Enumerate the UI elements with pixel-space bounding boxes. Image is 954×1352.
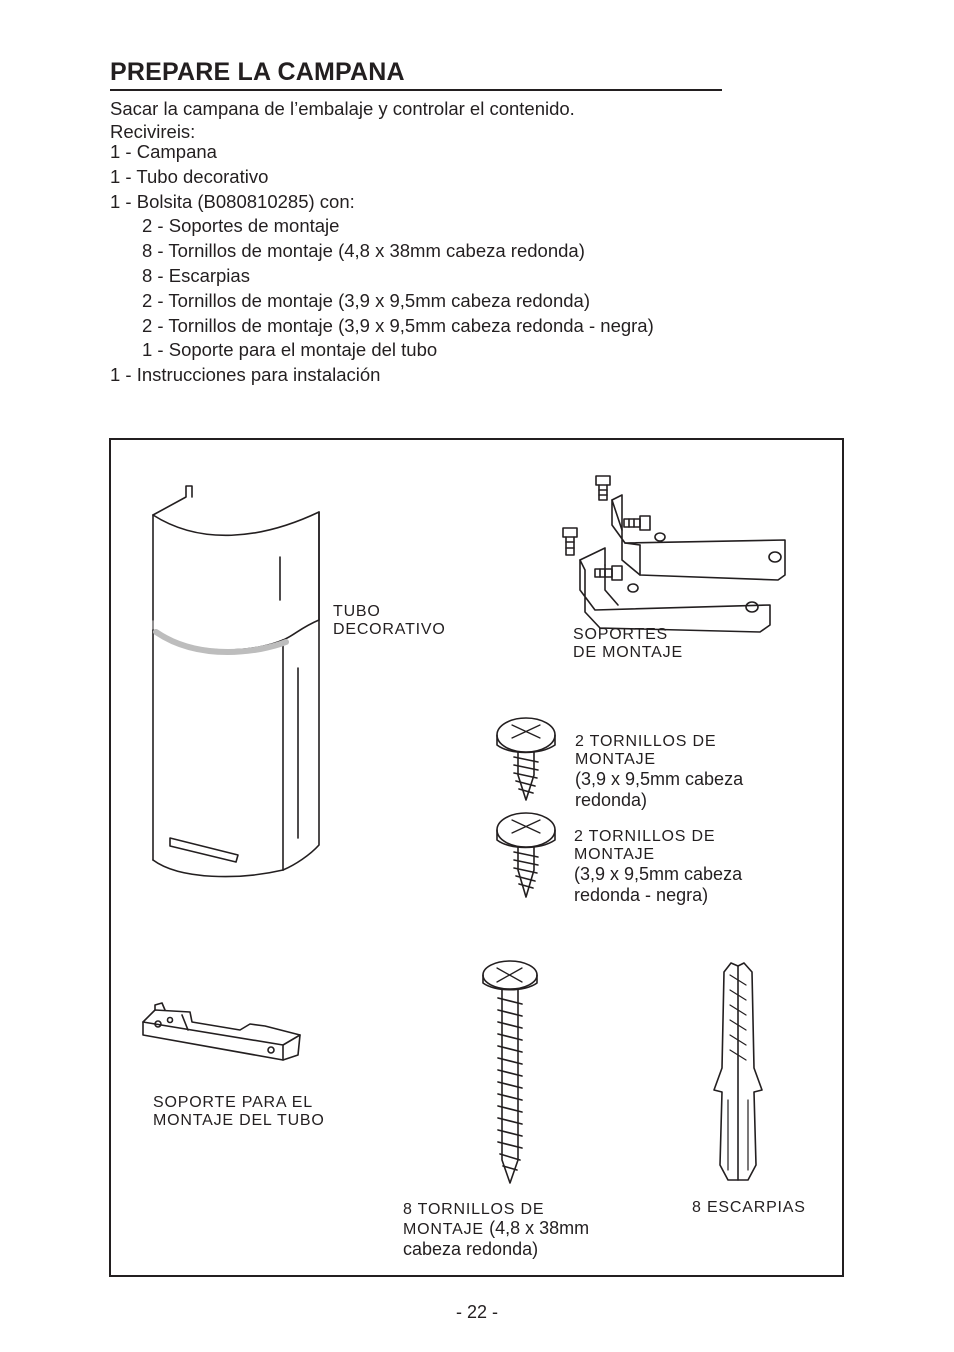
label-escarpias: 8 ESCARPIAS <box>692 1199 806 1216</box>
label-soportes-de-montaje <box>573 626 683 662</box>
tube-support-drawing <box>143 1003 300 1060</box>
label-line: SOPORTE PARA EL <box>153 1094 313 1111</box>
label-line: 2 TORNILLOS DE <box>575 733 717 750</box>
wall-plug-drawing <box>714 963 762 1180</box>
label-spec: cabeza redonda) <box>403 1239 539 1259</box>
label-spec: (4,8 x 38mm <box>489 1218 590 1238</box>
list-item: 1 - Instrucciones para instalación <box>110 364 381 386</box>
small-screw-drawing <box>497 718 555 800</box>
list-item: 8 - Tornillos de montaje (4,8 x 38mm cabeza redonda) <box>142 240 585 262</box>
long-screw-drawing <box>483 961 537 1183</box>
label-long-screws <box>403 1201 589 1260</box>
label-line: DECORATIVO <box>333 621 446 638</box>
intro-line: Recivireis: <box>110 121 196 142</box>
small-black-screw-drawing <box>497 813 555 897</box>
list-item: 8 - Escarpias <box>142 264 250 286</box>
label-line: MONTAJE <box>575 751 656 768</box>
list-item: 2 - Tornillos de montaje (3,9 x 9,5mm cabeza redonda) <box>142 289 591 311</box>
label-line: 2 TORNILLOS DE <box>574 828 716 845</box>
label-spec: (3,9 x 9,5mm cabeza <box>575 769 744 789</box>
label-line: MONTAJE DEL TUBO <box>153 1112 325 1129</box>
intro-line: Sacar la campana de l’embalaje y controlar el contenido. <box>110 98 575 119</box>
label-small-black-screws <box>574 828 742 906</box>
list-item: 1 - Soporte para el montaje del tubo <box>142 339 438 361</box>
label-soporte-tubo <box>153 1094 325 1130</box>
label-line: MONTAJE <box>574 846 655 863</box>
decorative-tube-drawing <box>153 486 319 877</box>
list-item: 1 - Tubo decorativo <box>110 165 269 187</box>
list-item: 2 - Soportes de montaje <box>142 215 340 237</box>
mounting-brackets-drawing <box>563 476 785 632</box>
list-item: 1 - Campana <box>110 141 217 162</box>
label-small-screws <box>575 733 743 811</box>
list-item: 1 - Bolsita (B080810285) con: <box>110 190 355 212</box>
label-spec: redonda - negra) <box>574 885 709 905</box>
label-tubo-decorativo <box>333 603 446 639</box>
page-title: PREPARE LA CAMPANA <box>110 58 722 91</box>
label-line: TUBO <box>333 603 381 620</box>
label-spec: (3,9 x 9,5mm cabeza <box>574 864 743 884</box>
list-item: 2 - Tornillos de montaje (3,9 x 9,5mm cabeza redonda - negra) <box>142 314 654 336</box>
label-line: DE MONTAJE <box>573 644 683 661</box>
page-number: - 22 - <box>455 1302 498 1322</box>
label-spec: redonda) <box>575 790 648 810</box>
label-line: SOPORTES <box>573 626 669 643</box>
label-line: 8 TORNILLOS DE <box>403 1201 545 1218</box>
label-line <box>403 1219 589 1239</box>
label-text: MONTAJE <box>403 1221 484 1238</box>
